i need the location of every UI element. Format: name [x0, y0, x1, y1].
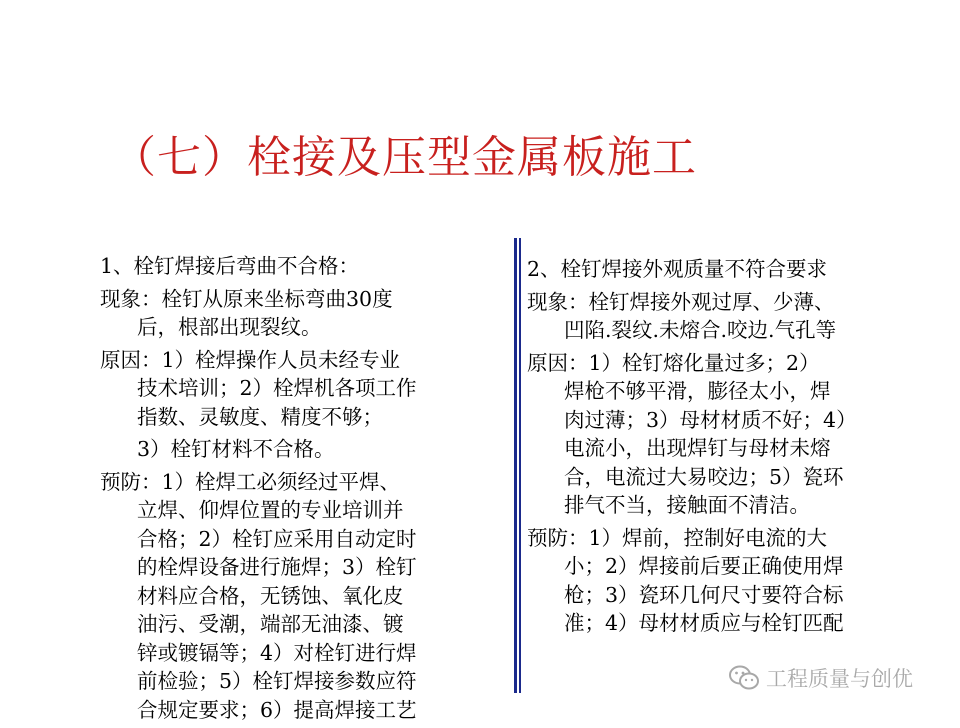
left-phenomenon-line: 后，根部出现裂纹。: [137, 315, 322, 339]
slide-title: （七）栓接及压型金属板施工: [112, 132, 697, 183]
left-phenomenon-lead: 现象：栓钉从原来坐标弯曲30度: [100, 286, 393, 311]
left-column: [100, 252, 508, 728]
right-phenomenon-lead: 现象：栓钉焊接外观过厚、少薄、: [527, 289, 835, 314]
left-cause-lead: 原因：1）栓焊操作人员未经专业: [100, 347, 401, 372]
right-prevention-line: 准；4）母材材质应与栓钉匹配: [564, 611, 844, 635]
left-prevention-line: 材料应合格，无锈蚀、氧化皮: [137, 583, 404, 608]
left-cause-line: 指数、灵敏度、精度不够；: [137, 404, 383, 429]
watermark: [728, 662, 913, 694]
left-heading-text: 1、栓钉焊接后弯曲不合格：: [100, 254, 360, 278]
left-prevention-line: 的栓焊设备进行施焊；3）栓钉: [137, 555, 417, 579]
left-prevention-line: 油污、受潮，端部无油漆、镀: [137, 612, 404, 636]
right-heading-text: 2、栓钉焊接外观质量不符合要求: [527, 257, 828, 281]
left-prevention-line: 合格；2）栓钉应采用自动定时: [137, 526, 417, 551]
right-cause-line: 排气不当，接触面不清洁。: [564, 493, 810, 517]
left-prevention-line: 立焊、仰焊位置的专业培训并: [137, 498, 404, 522]
right-column: [527, 255, 939, 642]
right-cause: [527, 349, 939, 520]
right-prevention: [527, 524, 939, 638]
left-prevention-line: 前检验；5）栓钉焊接参数应符: [137, 669, 417, 693]
column-divider: [514, 238, 522, 693]
right-phenomenon-line: 凹陷.裂纹.未熔合.咬边.气孔等: [564, 318, 837, 342]
right-prevention-lead: 预防：1）焊前，控制好电流的大: [527, 525, 828, 550]
left-prevention-line: 锌或镀镉等；4）对栓钉进行焊: [137, 640, 417, 665]
right-cause-line: 电流小，出现焊钉与母材未熔: [564, 436, 831, 460]
left-prevention: [100, 468, 508, 725]
right-heading: [527, 255, 939, 284]
right-cause-lead: 原因：1）栓钉熔化量过多；2）: [527, 350, 820, 375]
left-phenomenon: [100, 285, 508, 342]
right-prevention-line: 枪；3）瓷环几何尺寸要符合标: [564, 582, 844, 607]
right-prevention-line: 小；2）焊接前后要正确使用焊: [564, 554, 844, 578]
left-prevention-lead: 预防：1）栓焊工必须经过平焊、: [100, 469, 401, 494]
left-prevention-line: 合规定要求；6）提高焊接工艺: [137, 697, 417, 722]
right-cause-line: 焊枪不够平滑，膨径太小，焊: [564, 379, 831, 403]
left-cause-extra: 3）栓钉材料不合格。: [137, 437, 335, 461]
left-heading: [100, 252, 508, 281]
watermark-text: 工程质量与创优: [766, 667, 913, 691]
right-cause-line: 肉过薄；3）母材材质不好；4）: [564, 407, 857, 432]
wechat-icon: [728, 664, 760, 692]
right-cause-line: 合，电流过大易咬边；5）瓷环: [564, 464, 844, 489]
left-cause: [100, 346, 508, 464]
right-phenomenon: [527, 288, 939, 345]
left-cause-line: 技术培训；2）栓焊机各项工作: [137, 376, 417, 400]
